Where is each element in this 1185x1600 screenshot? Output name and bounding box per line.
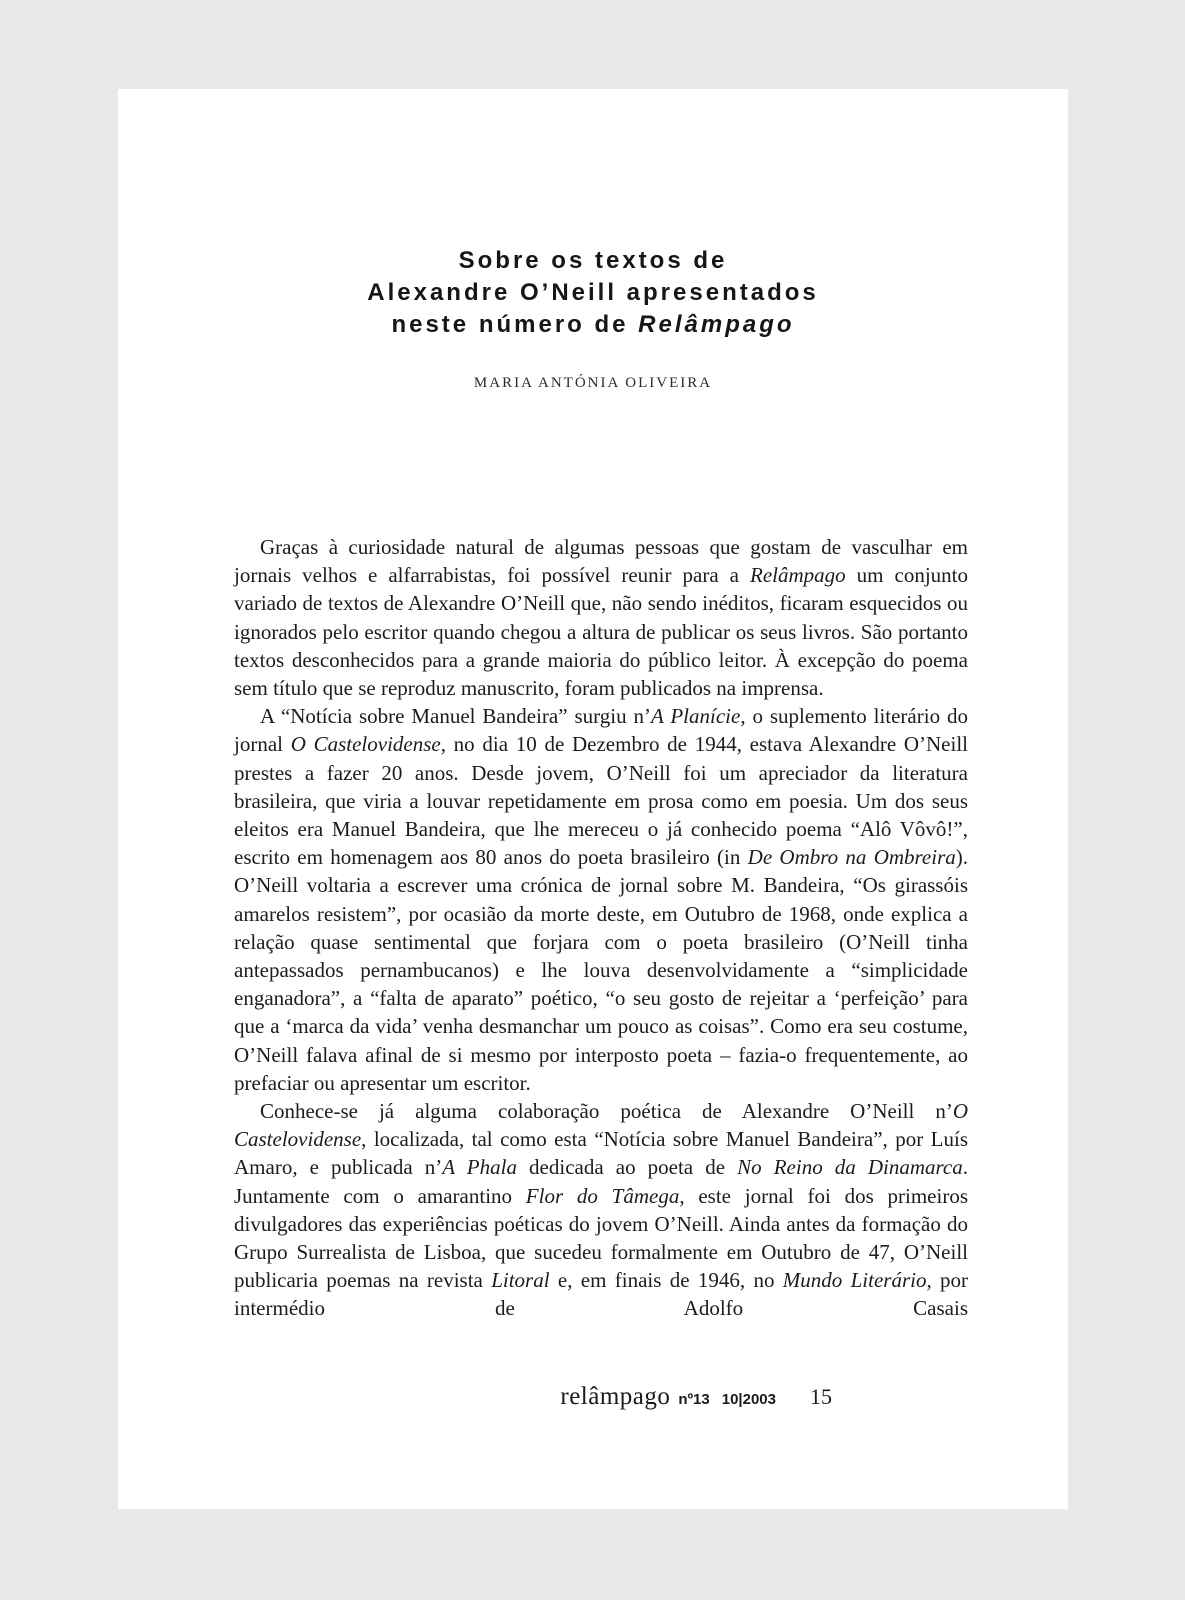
text-run: . Juntamente com o amarantino	[234, 1155, 968, 1208]
text-run: , localizada, tal como esta “Notícia sobre Manuel Bandeira”, por Luís Amaro, e publicada n’	[234, 1127, 968, 1180]
paragraph	[234, 702, 968, 1097]
page-number: 15	[810, 1384, 832, 1409]
italic-text-run: Litoral	[491, 1268, 550, 1293]
italic-text-run: O Castelovidense	[290, 732, 441, 757]
text-run: Conhece-se já alguma colaboração poética de Alexandre O’Neill n’	[260, 1099, 953, 1124]
text-run: Sobre os textos de	[458, 247, 728, 274]
page-footer	[118, 1383, 832, 1411]
title-line	[118, 277, 1068, 309]
text-run: , o suplemento literário do jornal	[234, 704, 968, 757]
issue-date: 10|2003	[721, 1391, 776, 1408]
paragraph	[234, 1097, 968, 1323]
italic-text-run: Relâmpago	[750, 563, 846, 588]
title-line	[118, 245, 1068, 277]
issue-number: nº13	[678, 1391, 710, 1408]
text-run: um conjunto variado de textos de Alexandre O’Neill que, não sendo inéditos, ficaram esquecidos ou ignorados pelo escritor quando chegou a altura de publicar os seus livros. São portanto textos desconhecidos para a grande maioria do público leitor. À excepção do poema sem título que se reproduz manuscrito, foram publicados na imprensa.	[234, 563, 968, 701]
italic-text-run: No Reino da Dinamarca	[737, 1155, 963, 1180]
italic-text-run: A Planície	[650, 704, 741, 729]
article-title	[118, 245, 1068, 341]
text-run: dedicada ao poeta de	[516, 1155, 738, 1180]
article-body	[234, 533, 968, 1323]
text-run: A “Notícia sobre Manuel Bandeira” surgiu n’	[260, 704, 651, 729]
document-page	[118, 89, 1068, 1509]
text-run: Alexandre O’Neill apresentados	[367, 279, 819, 306]
text-run: , por intermédio de Adolfo Casais	[234, 1268, 969, 1321]
italic-text-run: Flor do Tâmega	[525, 1183, 680, 1208]
article-header	[118, 245, 1068, 392]
text-run: e, em finais de 1946, no	[549, 1268, 783, 1293]
italic-text-run: Relâmpago	[638, 311, 795, 338]
text-run: , este jornal foi dos primeiros divulgadores das experiências poéticas do jovem O’Neill. Ainda antes da formação do Grupo Surrealista de Lisboa, que sucedeu formalmente em Outubro de 47, O’Neill publicaria poemas na revista	[234, 1183, 968, 1293]
text-run: Graças à curiosidade natural de algumas pessoas que gostam de vasculhar em jornais velhos e alfarrabistas, foi possível reunir para a	[234, 535, 968, 588]
journal-logo: relâmpago	[560, 1383, 671, 1410]
text-run: neste número de	[391, 311, 639, 338]
article-author: MARIA ANTÓNIA OLIVEIRA	[473, 375, 713, 391]
italic-text-run: O Castelovidense	[234, 1099, 968, 1152]
italic-text-run: De Ombro na Ombreira	[747, 845, 956, 870]
text-run: ). O’Neill voltaria a escrever uma crónica de jornal sobre M. Bandeira, “Os girassóis amarelos resistem”, por ocasião da morte deste, em Outubro de 1968, onde explica a relação quase sentimental que forjara com o poeta brasileiro (O’Neill tinha antepassados pernambucanos) e lhe louva desenvolvidamente a “simplicidade enganadora”, a “falta de aparato” poético, “o seu gosto de rejeitar a ‘perfeição’ para que a ‘marca da vida’ venha desmanchar um pouco as coisas”. Como era seu costume, O’Neill falava afinal de si mesmo por interposto poeta – fazia-o frequentemente, ao prefaciar ou apresentar um escritor.	[234, 845, 969, 1095]
text-run: , no dia 10 de Dezembro de 1944, estava Alexandre O’Neill prestes a fazer 20 anos. Desde jovem, O’Neill foi um apreciador da literatura brasileira, que viria a louvar repetidamente em prosa como em poesia. Um dos seus eleitos era Manuel Bandeira, que lhe mereceu o já conhecido poema “Alô Vôvô!”, escrito em homenagem aos 80 anos do poeta brasileiro (in	[234, 732, 968, 870]
title-line	[118, 309, 1068, 341]
italic-text-run: A Phala	[442, 1155, 517, 1180]
italic-text-run: Mundo Literário	[782, 1268, 927, 1293]
paragraph	[234, 533, 968, 702]
